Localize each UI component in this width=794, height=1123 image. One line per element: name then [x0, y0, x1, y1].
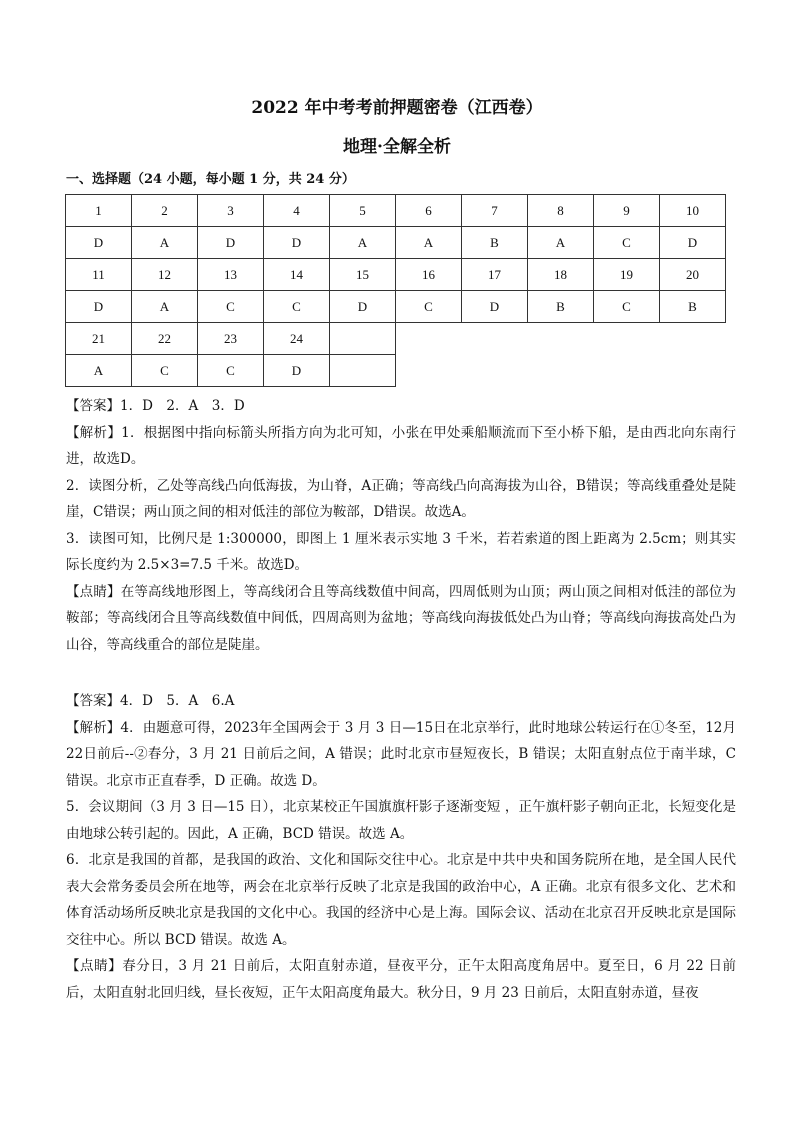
table-cell [330, 355, 396, 387]
answer-table [65, 194, 726, 387]
analysis-paragraph: 2．读图分析，乙处等高线凸向低海拔，为山脊，A正确；等高线凸向高海拔为山谷，B错误；等高线重叠处是陡崖，C错误；两山顶之间的相对低洼的部位为鞍部，D错误。故选A。 [66, 477, 736, 520]
table-cell: 24 [264, 323, 330, 355]
table-cell: 19 [594, 259, 660, 291]
table-cell: A [132, 227, 198, 259]
table-cell: 11 [66, 259, 132, 291]
table-row [66, 323, 726, 355]
table-cell: C [132, 355, 198, 387]
table-row [66, 355, 726, 387]
answer-block-4-6 [66, 688, 736, 1006]
table-cell: D [330, 291, 396, 323]
table-cell [330, 323, 396, 355]
table-cell: C [396, 291, 462, 323]
answer-block-1-3 [66, 393, 736, 658]
analysis-paragraph: 【解析】4．由题意可得，2023年全国两会于 3 月 3 日—15日在北京举行，此时地球公转运行在①冬至，12月22日前后--②春分，3 月 21 日前后之间，A 错误；此时北京市昼短夜长，B 错误；太阳直射点位于南半球，C 错误。北京市正直春季，D 正确。故选 D。 [66, 719, 736, 789]
table-cell: C [594, 227, 660, 259]
table-cell: 10 [660, 195, 726, 227]
table-cell: D [462, 291, 528, 323]
empty-cell [528, 323, 594, 355]
table-cell: 16 [396, 259, 462, 291]
table-cell: 12 [132, 259, 198, 291]
table-cell: 3 [198, 195, 264, 227]
table-cell: 2 [132, 195, 198, 227]
table-cell: 13 [198, 259, 264, 291]
empty-cell [594, 355, 660, 387]
table-cell: C [594, 291, 660, 323]
table-cell: 9 [594, 195, 660, 227]
answer-line: 【答案】4．D 5．A 6.A [66, 693, 235, 709]
document-subtitle: 地理·全解全析 [343, 137, 451, 157]
table-cell: D [66, 227, 132, 259]
table-cell: D [264, 227, 330, 259]
answer-line: 【答案】1．D 2．A 3．D [66, 398, 245, 414]
table-cell: D [660, 227, 726, 259]
table-cell: D [66, 291, 132, 323]
empty-cell [660, 323, 726, 355]
table-cell: A [330, 227, 396, 259]
empty-cell [594, 323, 660, 355]
table-cell: D [264, 355, 330, 387]
table-cell: 14 [264, 259, 330, 291]
table-cell: A [66, 355, 132, 387]
empty-cell [462, 323, 528, 355]
table-cell: 7 [462, 195, 528, 227]
empty-cell [462, 355, 528, 387]
table-cell: C [198, 291, 264, 323]
table-cell: A [396, 227, 462, 259]
table-row [66, 195, 726, 227]
table-cell: 6 [396, 195, 462, 227]
table-cell: 4 [264, 195, 330, 227]
table-row [66, 259, 726, 291]
table-cell: D [198, 227, 264, 259]
table-row [66, 227, 726, 259]
table-cell: 8 [528, 195, 594, 227]
table-cell: A [132, 291, 198, 323]
table-cell: 17 [462, 259, 528, 291]
empty-cell [660, 355, 726, 387]
key-point-paragraph: 【点睛】春分日，3 月 21 日前后，太阳直射赤道，昼夜平分，正午太阳高度角居中。夏至日，6 月 22 日前后，太阳直射北回归线，昼长夜短，正午太阳高度角最大。秋分日，9 月 23 日前后，太阳直射赤道，昼夜 [66, 958, 736, 1001]
table-row [66, 291, 726, 323]
empty-cell [396, 323, 462, 355]
analysis-paragraph: 3．读图可知，比例尺是 1:300000，即图上 1 厘米表示实地 3 千米，若若索道的图上距离为 2.5cm；则其实际长度约为 2.5×3=7.5 千米。故选D。 [66, 530, 736, 573]
analysis-paragraph: 【解析】1．根据图中指向标箭头所指方向为北可知，小张在甲处乘船顺流而下至小桥下船，是由西北向东南行进，故选D。 [66, 424, 736, 467]
document-title: 2022 年中考考前押题密卷（江西卷） [251, 98, 543, 118]
table-cell: B [462, 227, 528, 259]
section-heading: 一、选择题（24 小题，每小题 1 分，共 24 分） [66, 172, 355, 187]
table-cell: 15 [330, 259, 396, 291]
analysis-paragraph: 5．会议期间（3 月 3 日—15 日），北京某校正午国旗旗杆影子逐渐变短 ，正午旗杆影子朝向正北，长短变化是由地球公转引起的。因此，A 正确，BCD 错误。故选 A。 [66, 799, 736, 842]
table-cell: 5 [330, 195, 396, 227]
table-cell: B [660, 291, 726, 323]
table-cell: 23 [198, 323, 264, 355]
table-cell: A [528, 227, 594, 259]
empty-cell [528, 355, 594, 387]
table-cell: C [264, 291, 330, 323]
table-cell: B [528, 291, 594, 323]
analysis-paragraph: 6．北京是我国的首都，是我国的政治、文化和国际交往中心。北京是中共中央和国务院所在地，是全国人民代表大会常务委员会所在地等，两会在北京举行反映了北京是我国的政治中心，A 正确。北京有很多文化、艺术和体育活动场所反映北京是我国的文化中心。我国的经济中心是上海。国际会议、活动在北京召开反映北京是国际交往中心。所以 BCD 错误。故选 A。 [66, 852, 736, 948]
key-point-paragraph: 【点睛】在等高线地形图上，等高线闭合且等高线数值中间高，四周低则为山顶；两山顶之间相对低洼的部位为鞍部；等高线闭合且等高线数值中间低，四周高则为盆地；等高线向海拔低处凸为山脊；等高线向海拔高处凸为山谷，等高线重合的部位是陡崖。 [66, 583, 736, 653]
table-cell: 20 [660, 259, 726, 291]
table-cell: 21 [66, 323, 132, 355]
table-cell: C [198, 355, 264, 387]
table-cell: 22 [132, 323, 198, 355]
table-cell: 1 [66, 195, 132, 227]
table-cell: 18 [528, 259, 594, 291]
empty-cell [396, 355, 462, 387]
